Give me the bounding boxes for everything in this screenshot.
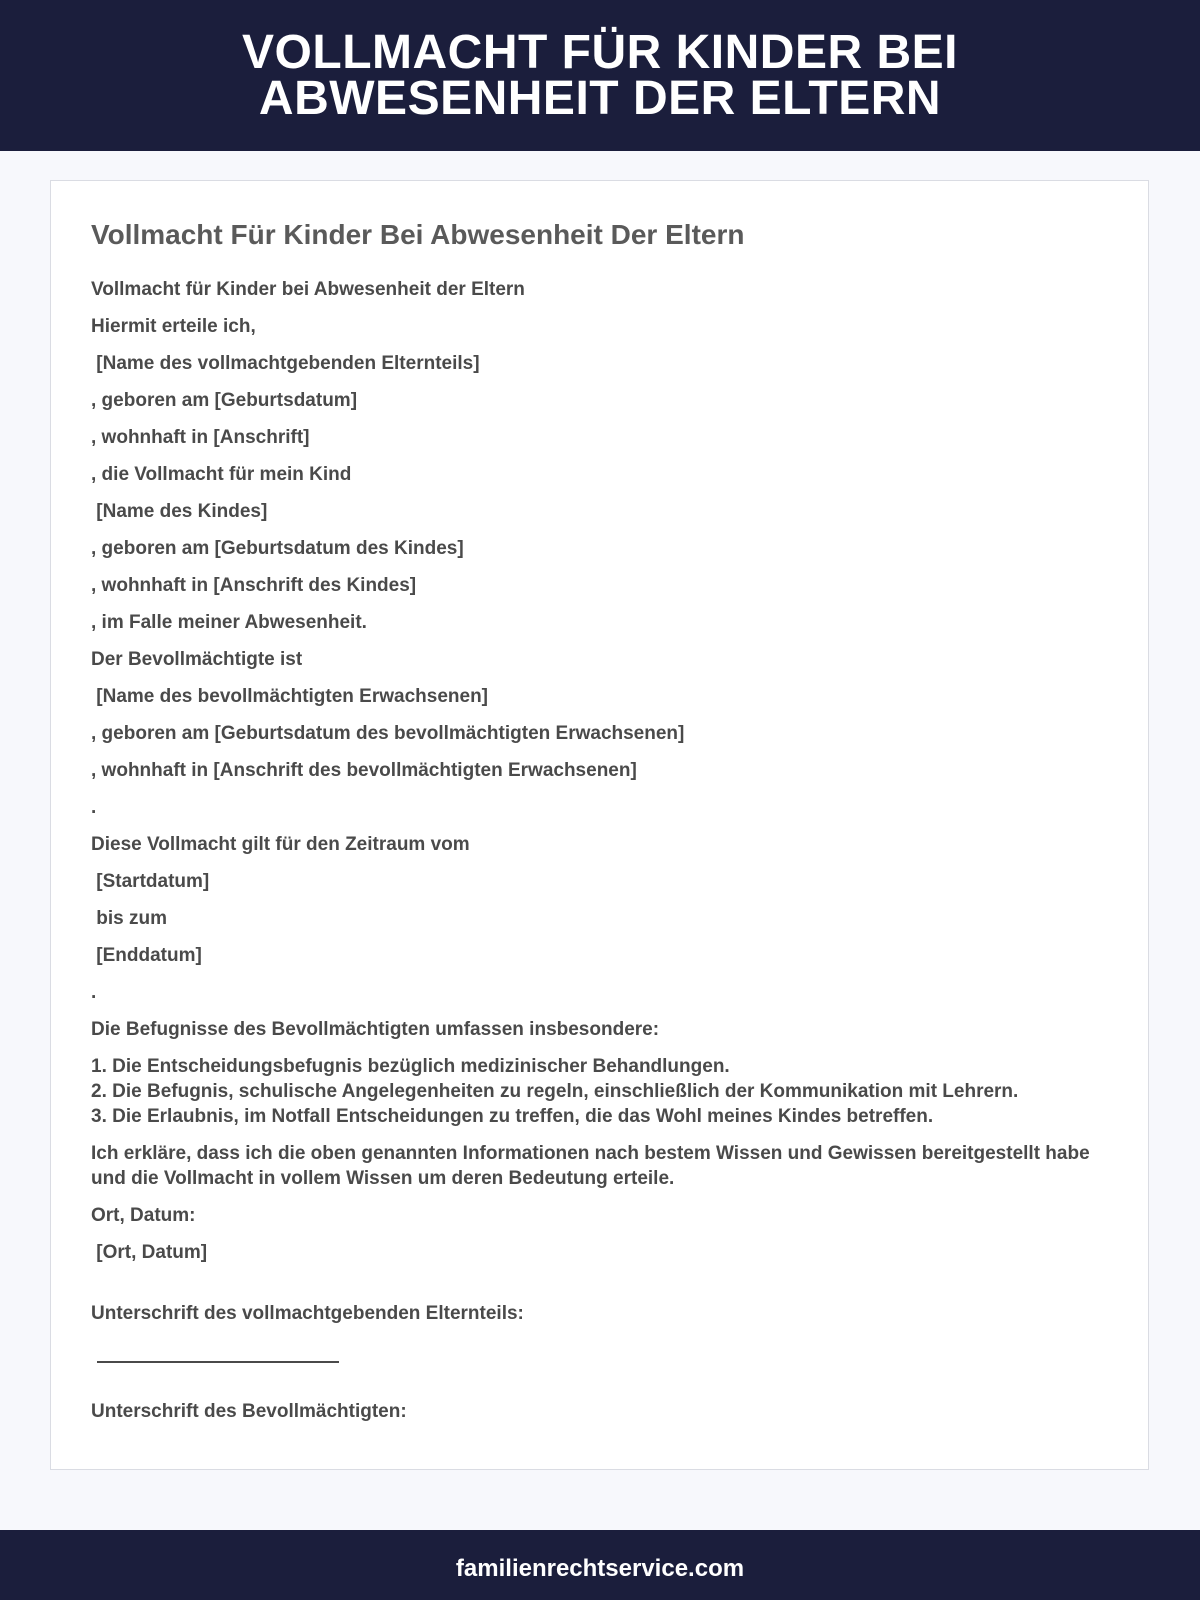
document-line: . — [91, 797, 97, 818]
document-line: Die Befugnisse des Bevollmächtigten umfassen insbesondere: — [91, 1019, 660, 1040]
document-line: [Startdatum] — [91, 871, 210, 892]
document-line: Hiermit erteile ich, — [91, 316, 256, 337]
place-date-value: [Ort, Datum] — [91, 1242, 208, 1263]
document-line: [Enddatum] — [91, 945, 202, 966]
document-line: bis zum — [91, 908, 168, 929]
document-line: Der Bevollmächtigte ist — [91, 649, 303, 670]
document-line: , wohnhaft in [Anschrift des bevollmächtigten Erwachsenen] — [91, 760, 637, 781]
document-line: , geboren am [Geburtsdatum] — [91, 390, 358, 411]
document-line: , wohnhaft in [Anschrift] — [91, 427, 310, 448]
document-line: [Name des bevollmächtigten Erwachsenen] — [91, 686, 489, 707]
document-title: Vollmacht Für Kinder Bei Abwesenheit Der Eltern — [91, 219, 745, 250]
power-item: 1. Die Entscheidungsbefugnis bezüglich medizinischer Behandlungen. — [91, 1056, 730, 1077]
page-header — [0, 0, 1200, 151]
power-item: 2. Die Befugnis, schulische Angelegenheiten zu regeln, einschließlich der Kommunikation mit Lehrern. — [91, 1081, 1019, 1102]
document-line: , die Vollmacht für mein Kind — [91, 464, 352, 485]
document-line: . — [91, 982, 97, 1003]
declaration-text: Ich erkläre, dass ich die oben genannten Informationen nach bestem Wissen und Gewissen bereitgestellt habe und die Vollmacht in vollem Wissen um deren Bedeutung erteile. — [91, 1143, 1090, 1189]
document-line: [Name des Kindes] — [91, 501, 268, 522]
page-footer — [0, 1530, 1200, 1600]
signature-line — [97, 1361, 339, 1363]
document-line: , geboren am [Geburtsdatum des bevollmächtigten Erwachsenen] — [91, 723, 685, 744]
header-title: VOLLMACHT FÜR KINDER BEI ABWESENHEIT DER ELTERN — [242, 25, 958, 125]
power-item: 3. Die Erlaubnis, im Notfall Entscheidungen zu treffen, die das Wohl meines Kindes betreffen. — [91, 1106, 934, 1127]
document-card — [50, 180, 1149, 1470]
place-date-label: Ort, Datum: — [91, 1205, 196, 1226]
document-line: [Name des vollmachtgebenden Elternteils] — [91, 353, 480, 374]
document-line: , wohnhaft in [Anschrift des Kindes] — [91, 575, 417, 596]
document-line: , im Falle meiner Abwesenheit. — [91, 612, 367, 633]
document-line: Diese Vollmacht gilt für den Zeitraum vom — [91, 834, 470, 855]
footer-site: familienrechtservice.com — [455, 1555, 745, 1582]
document-line: , geboren am [Geburtsdatum des Kindes] — [91, 538, 464, 559]
document-line: Vollmacht für Kinder bei Abwesenheit der Eltern — [91, 279, 525, 300]
signature-agent-label: Unterschrift des Bevollmächtigten: — [91, 1401, 407, 1422]
signature-parent-label: Unterschrift des vollmachtgebenden Elternteils: — [91, 1303, 524, 1324]
